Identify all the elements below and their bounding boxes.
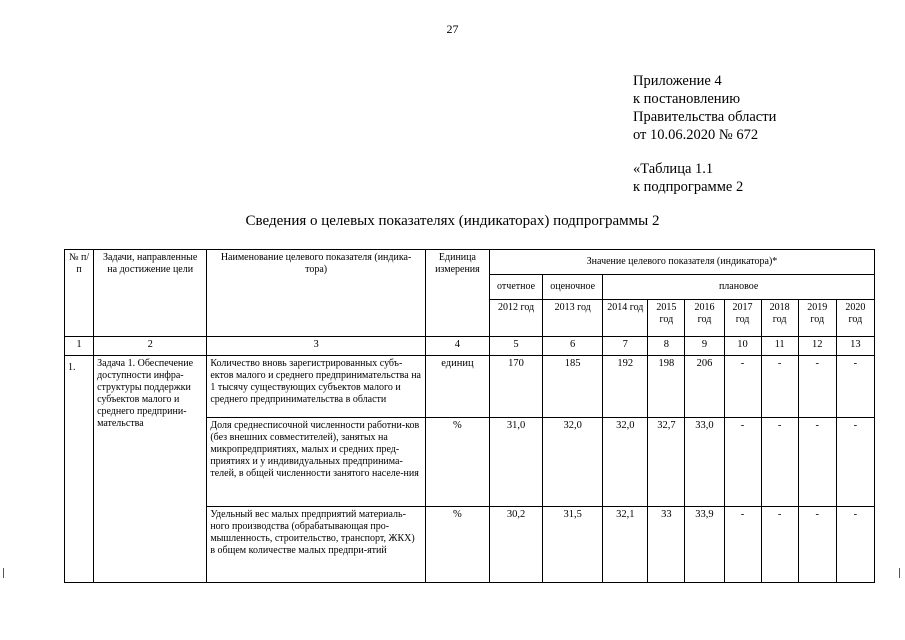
appendix-line-1: Приложение 4	[633, 73, 722, 89]
column-number: 7	[603, 337, 648, 356]
indicator-name: Удельный вес малых предприятий материаль-ного производства (обрабатывающая про-мышленность, строительство, транспорт, ЖКХ) в общем количестве малых предпри-ятий	[207, 507, 426, 583]
column-number: 2	[94, 337, 207, 356]
value-2013: 32,0	[543, 418, 603, 507]
header-year-2013: 2013 год	[543, 300, 603, 337]
header-reporting: отчетное	[489, 275, 542, 300]
appendix-line-3: Правительства области	[633, 109, 777, 125]
header-year-2018: 2018 год	[761, 300, 798, 337]
column-number: 6	[543, 337, 603, 356]
value-2016: 33,0	[685, 418, 724, 507]
document-title: Сведения о целевых показателях (индикаторах) подпрограммы 2	[245, 213, 660, 229]
value-2012: 170	[489, 356, 542, 418]
table-ref-line-2: к подпрограмме 2	[633, 179, 744, 195]
value-2019: -	[798, 356, 836, 418]
scan-edge-mark-right	[899, 568, 900, 578]
value-2017: -	[724, 507, 761, 583]
value-2013: 31,5	[543, 507, 603, 583]
value-2018: -	[761, 356, 798, 418]
table-row	[65, 356, 875, 418]
header-indicator-name: Наименование целевого показателя (индика-тора)	[207, 250, 426, 337]
value-2016: 33,9	[685, 507, 724, 583]
value-2018: -	[761, 507, 798, 583]
value-2012: 30,2	[489, 507, 542, 583]
indicators-table	[64, 249, 875, 583]
column-number: 5	[489, 337, 542, 356]
value-2014: 32,1	[603, 507, 648, 583]
value-2019: -	[798, 507, 836, 583]
header-year-2016: 2016 год	[685, 300, 724, 337]
value-2019: -	[798, 418, 836, 507]
value-2020: -	[836, 507, 874, 583]
column-number: 13	[836, 337, 874, 356]
value-2012: 31,0	[489, 418, 542, 507]
indicator-unit: единиц	[425, 356, 489, 418]
column-number: 1	[65, 337, 94, 356]
value-2020: -	[836, 418, 874, 507]
header-tasks: Задачи, направленные на достижение цели	[94, 250, 207, 337]
scan-edge-mark-left	[3, 568, 4, 578]
appendix-block	[633, 72, 776, 144]
value-2020: -	[836, 356, 874, 418]
column-number-row	[65, 337, 875, 356]
appendix-line-2: к постановлению	[633, 91, 741, 107]
header-unit: Единица измерения	[425, 250, 489, 337]
row-number: 1.	[65, 356, 94, 583]
value-2014: 32,0	[603, 418, 648, 507]
page-number: 27	[446, 22, 459, 36]
header-year-2017: 2017 год	[724, 300, 761, 337]
value-2017: -	[724, 356, 761, 418]
header-year-2015: 2015 год	[648, 300, 685, 337]
header-planned: плановое	[603, 275, 875, 300]
indicator-name: Количество вновь зарегистрированных субъ-ектов малого и среднего предпринимательства на 1 тысячу существующих субъектов малого и среднего предпринимательства в области	[207, 356, 426, 418]
table-reference	[633, 160, 743, 196]
value-2015: 33	[648, 507, 685, 583]
value-2014: 192	[603, 356, 648, 418]
header-number: № п/п	[65, 250, 94, 337]
column-number: 3	[207, 337, 426, 356]
value-2016: 206	[685, 356, 724, 418]
header-year-2019: 2019 год	[798, 300, 836, 337]
header-year-2020: 2020 год	[836, 300, 874, 337]
header-year-2012: 2012 год	[489, 300, 542, 337]
appendix-line-4: от 10.06.2020 № 672	[633, 127, 759, 143]
value-2018: -	[761, 418, 798, 507]
column-number: 9	[685, 337, 724, 356]
task-cell: Задача 1. Обеспечение доступности инфра-структуры поддержки субъектов малого и среднего предприни-мательства	[94, 356, 207, 583]
header-estimated: оценочное	[543, 275, 603, 300]
indicator-name: Доля среднесписочной численности работни-ков (без внешних совместителей), занятых на микропредприятиях, малых и средних пред-приятиях и у индивидуальных предпринима-телей, в общей численности занятого населе-ния	[207, 418, 426, 507]
column-number: 12	[798, 337, 836, 356]
value-2013: 185	[543, 356, 603, 418]
column-number: 10	[724, 337, 761, 356]
table-ref-line-1: «Таблица 1.1	[633, 161, 714, 177]
column-number: 4	[425, 337, 489, 356]
header-indicator-value: Значение целевого показателя (индикатора)*	[489, 250, 874, 275]
indicator-unit: %	[425, 507, 489, 583]
column-number: 8	[648, 337, 685, 356]
value-2015: 32,7	[648, 418, 685, 507]
value-2017: -	[724, 418, 761, 507]
indicator-unit: %	[425, 418, 489, 507]
header-year-2014: 2014 год	[603, 300, 648, 337]
value-2015: 198	[648, 356, 685, 418]
column-number: 11	[761, 337, 798, 356]
